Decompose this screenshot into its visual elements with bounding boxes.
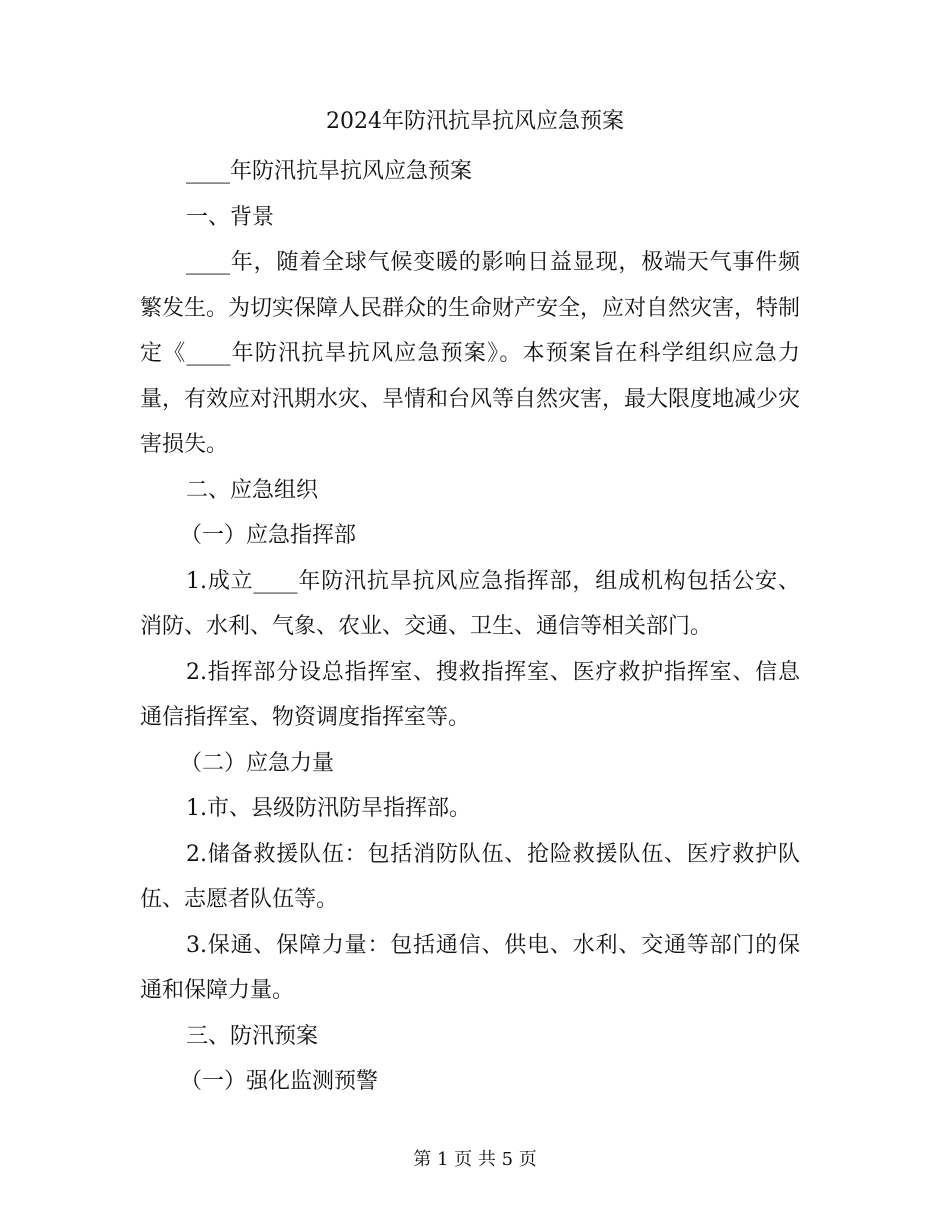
document-body	[140, 149, 800, 1105]
paragraph-forces-2: 2.储备救援队伍：包括消防队伍、抢险救援队伍、医疗救护队伍、志愿者队伍等。	[140, 841, 800, 912]
paragraph-forces-3: 3.保通、保障力量：包括通信、供电、水利、交通等部门的保通和保障力量。	[140, 932, 800, 1003]
subheading-monitoring-warning: （一）强化监测预警	[180, 1069, 379, 1094]
subheading-command-center: （一）应急指挥部	[180, 523, 357, 548]
paragraph-background: ____年，随着全球气候变暖的影响日益显现，极端天气事件频繁发生。为切实保障人民群众的生命财产安全，应对自然灾害，特制定《____年防汛抗旱抗风应急预案》。本预案旨在科学组织应急力量，有效应对汛期水灾、旱情和台风等自然灾害，最大限度地减少灾害损失。	[140, 250, 801, 457]
paragraph-command-1: 1.成立____年防汛抗旱抗风应急指挥部，组成机构包括公安、消防、水利、气象、农业、交通、卫生、通信等相关部门。	[140, 568, 800, 639]
paragraph-forces-1: 1.市、县级防汛防旱指挥部。	[186, 796, 471, 821]
subheading-emergency-forces: （二）应急力量	[180, 750, 335, 776]
page-footer: 第 1 页 共 5 页	[413, 1149, 537, 1170]
paragraph-subtitle: ____年防汛抗旱抗风应急预案	[186, 159, 473, 184]
heading-emergency-organization: 二、应急组织	[186, 477, 319, 503]
heading-flood-plan: 三、防汛预案	[186, 1023, 319, 1049]
document-title: 2024年防汛抗旱抗风应急预案	[326, 109, 624, 134]
heading-background: 一、背景	[186, 204, 275, 230]
paragraph-command-2: 2.指挥部分设总指挥室、搜救指挥室、医疗救护指挥室、信息通信指挥室、物资调度指挥室等。	[140, 659, 800, 730]
